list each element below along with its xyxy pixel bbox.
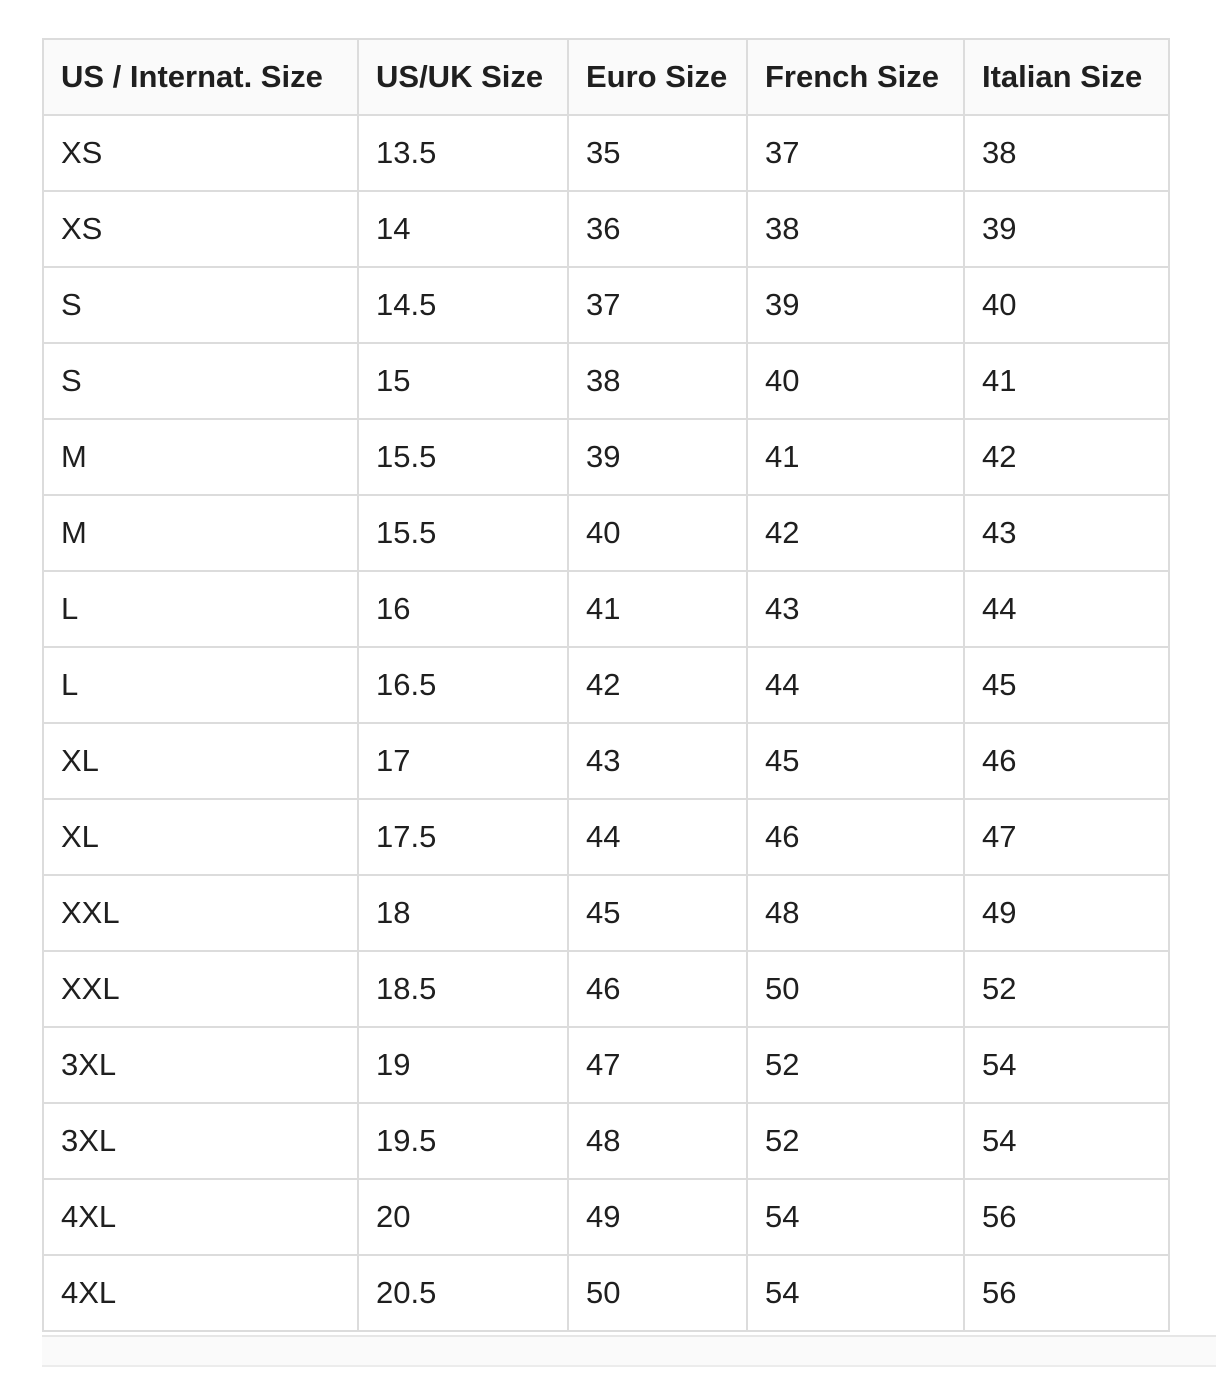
table-row: [43, 1179, 1169, 1255]
table-row: [43, 267, 1169, 343]
cell-euro-size: 43: [568, 723, 747, 799]
cell-us-international-size: L: [43, 571, 358, 647]
column-header-french-size: French Size: [747, 39, 964, 115]
cell-french-size: 52: [747, 1027, 964, 1103]
cell-us-uk-size: 14: [358, 191, 568, 267]
cell-italian-size: 54: [964, 1027, 1169, 1103]
cell-us-uk-size: 18.5: [358, 951, 568, 1027]
cell-us-international-size: 3XL: [43, 1027, 358, 1103]
cell-euro-size: 36: [568, 191, 747, 267]
cell-italian-size: 39: [964, 191, 1169, 267]
table-header-row: [43, 39, 1169, 115]
cell-french-size: 41: [747, 419, 964, 495]
cell-us-international-size: M: [43, 419, 358, 495]
cell-french-size: 46: [747, 799, 964, 875]
cell-italian-size: 40: [964, 267, 1169, 343]
table-row: [43, 1027, 1169, 1103]
cell-italian-size: 43: [964, 495, 1169, 571]
cell-italian-size: 46: [964, 723, 1169, 799]
cell-french-size: 43: [747, 571, 964, 647]
cell-euro-size: 48: [568, 1103, 747, 1179]
table-row: [43, 571, 1169, 647]
cell-italian-size: 44: [964, 571, 1169, 647]
cell-us-international-size: 3XL: [43, 1103, 358, 1179]
table-row: [43, 343, 1169, 419]
cell-french-size: 54: [747, 1179, 964, 1255]
table-row: [43, 723, 1169, 799]
cell-french-size: 37: [747, 115, 964, 191]
cell-us-international-size: XL: [43, 723, 358, 799]
cell-euro-size: 37: [568, 267, 747, 343]
cell-us-uk-size: 15.5: [358, 495, 568, 571]
table-row: [43, 647, 1169, 723]
cell-euro-size: 41: [568, 571, 747, 647]
cell-french-size: 50: [747, 951, 964, 1027]
cell-euro-size: 42: [568, 647, 747, 723]
cell-us-uk-size: 16: [358, 571, 568, 647]
table-body: [43, 115, 1169, 1331]
cell-euro-size: 49: [568, 1179, 747, 1255]
size-conversion-table: [42, 38, 1170, 1332]
cell-french-size: 52: [747, 1103, 964, 1179]
cell-euro-size: 47: [568, 1027, 747, 1103]
cell-us-uk-size: 17.5: [358, 799, 568, 875]
cell-us-uk-size: 17: [358, 723, 568, 799]
cell-french-size: 54: [747, 1255, 964, 1331]
cell-us-uk-size: 20.5: [358, 1255, 568, 1331]
cell-us-uk-size: 18: [358, 875, 568, 951]
cell-euro-size: 40: [568, 495, 747, 571]
cell-us-international-size: 4XL: [43, 1255, 358, 1331]
cell-italian-size: 52: [964, 951, 1169, 1027]
cell-french-size: 44: [747, 647, 964, 723]
column-header-euro-size: Euro Size: [568, 39, 747, 115]
cell-us-international-size: M: [43, 495, 358, 571]
cell-us-uk-size: 19.5: [358, 1103, 568, 1179]
cell-us-uk-size: 15.5: [358, 419, 568, 495]
cell-us-international-size: S: [43, 267, 358, 343]
cell-us-uk-size: 13.5: [358, 115, 568, 191]
cell-italian-size: 56: [964, 1179, 1169, 1255]
table-row: [43, 419, 1169, 495]
cell-us-international-size: XL: [43, 799, 358, 875]
cell-italian-size: 38: [964, 115, 1169, 191]
cell-euro-size: 46: [568, 951, 747, 1027]
cell-us-uk-size: 16.5: [358, 647, 568, 723]
table-row: [43, 799, 1169, 875]
cell-us-uk-size: 14.5: [358, 267, 568, 343]
cell-italian-size: 49: [964, 875, 1169, 951]
cell-us-uk-size: 19: [358, 1027, 568, 1103]
table-row: [43, 191, 1169, 267]
cell-french-size: 39: [747, 267, 964, 343]
cell-euro-size: 39: [568, 419, 747, 495]
table-row: [43, 1103, 1169, 1179]
cell-us-international-size: 4XL: [43, 1179, 358, 1255]
table-header: [43, 39, 1169, 115]
column-header-us-international-size: US / Internat. Size: [43, 39, 358, 115]
cell-french-size: 48: [747, 875, 964, 951]
cell-italian-size: 47: [964, 799, 1169, 875]
cell-italian-size: 54: [964, 1103, 1169, 1179]
cell-french-size: 40: [747, 343, 964, 419]
cell-us-international-size: XS: [43, 191, 358, 267]
table-row: [43, 875, 1169, 951]
cell-euro-size: 44: [568, 799, 747, 875]
cell-euro-size: 35: [568, 115, 747, 191]
cell-italian-size: 56: [964, 1255, 1169, 1331]
column-header-us-uk-size: US/UK Size: [358, 39, 568, 115]
cell-us-international-size: XXL: [43, 875, 358, 951]
table-row: [43, 115, 1169, 191]
cell-euro-size: 45: [568, 875, 747, 951]
cell-french-size: 38: [747, 191, 964, 267]
cell-us-uk-size: 15: [358, 343, 568, 419]
cell-french-size: 42: [747, 495, 964, 571]
table-row: [43, 495, 1169, 571]
table-row: [43, 951, 1169, 1027]
cell-us-international-size: XXL: [43, 951, 358, 1027]
cell-italian-size: 42: [964, 419, 1169, 495]
column-header-italian-size: Italian Size: [964, 39, 1169, 115]
cell-euro-size: 38: [568, 343, 747, 419]
cell-us-international-size: L: [43, 647, 358, 723]
cell-italian-size: 45: [964, 647, 1169, 723]
horizontal-scrollbar[interactable]: [42, 1335, 1216, 1367]
cell-italian-size: 41: [964, 343, 1169, 419]
cell-us-international-size: XS: [43, 115, 358, 191]
cell-french-size: 45: [747, 723, 964, 799]
table-row: [43, 1255, 1169, 1331]
cell-us-international-size: S: [43, 343, 358, 419]
cell-euro-size: 50: [568, 1255, 747, 1331]
cell-us-uk-size: 20: [358, 1179, 568, 1255]
